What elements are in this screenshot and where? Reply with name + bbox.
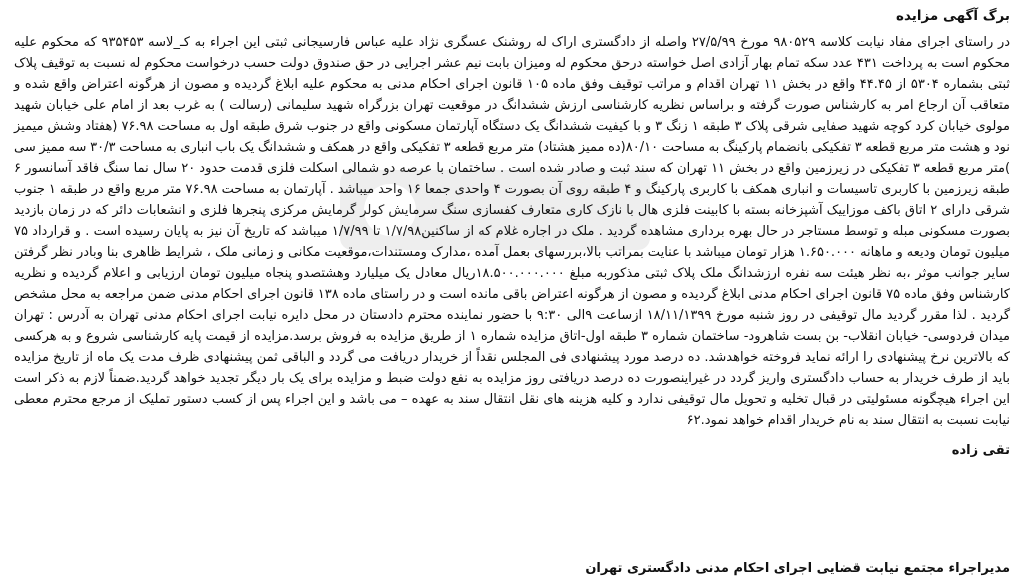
issuing-office: مدیراجراء مجتمع نیابت قضایی اجرای احکام مدنی دادگستری تهران — [585, 561, 1010, 576]
notice-body: در راستای اجرای مفاد نیابت کلاسه ۹۸۰۵۲۹ مورخ ۲۷/۵/۹۹ واصله از دادگستری اراک له روشنک عسگری نژاد علیه عباس فارسیجانی ثبتی این اجراء به کـ_لاسه ۹۳۵۴۵۳ که محکوم علیه محکوم است به پرداخت ۴۳۱ عدد سکه تمام بهار آزادی اصل خواسته درحق محکوم له ومیزان بابت نیم عشر اجرایی در حق صندوق دولت حسب درخواست محکوم له نسبت به توقیف پلاک ثبتی بشماره ۵۳۰۴ از ۴۴.۴۵ واقع در بخش ۱۱ تهران اقدام و مراتب توقیف وفق ماده ۱۰۵ قانون اجرای احکام مدنی به محکوم علیه ابلاغ گردیده و مصون از هرگونه اعتراض واقع شده و متعاقب آن ارجاع امر به کارشناس صورت گرفته و براساس نظریه کارشناسی ارزش ششدانگ در موقعیت تهران بزرگراه شهید سلیمانی (رسالت ) به غرب بعد از امام علی خیابان شهید مولوی خیابان کرد کوچه شهید صفایی شرقی پلاک ۳ طبقه ۱ زنگ ۳ و با کیفیت ششدانگ یک دستگاه آپارتمان مسکونی واقع در جنوب شرق طبقه اول به مساحت ۷۶.۹۸ (هفتاد وشش میمیز نود و هشت متر مربع قطعه ۳ تفکیکی بانضمام پارکینگ به مساحت ۸۰/۱۰(ده ممیز هشتاد) متر مربع قطعه ۳ تفکیکی واقع در همکف و ششدانگ یک باب انباری به مساحت ۳۰/۳ سه ممیز سی )متر مربع قطعه ۳ تفکیکی در زیرزمین واقع در بخش ۱۱ تهران که سند ثبت و صادر شده است . ساختمان با عرصه دو شمالی اسکلت فلزی قدمت حدود ۲۰ سال نما سنگ فاقد آسانسور ۶ طبقه زیرزمین با کاربری تاسیسات و انباری همکف با کاربری پارکینگ و ۴ طبقه روی آن بصورت ۴ واحدی جمعا ۱۶ واحد میباشد . آپارتمان به مساحت ۷۶.۹۸ متر مربع واقع در طبقه ۱ جنوب شرقی دارای ۲ اتاق باکف موزاییک آشپزخانه بسته با کابینت فلزی هال با نازک کاری متعارف کفسازی سنگ سرمایش کولر گرمایش مرکزی پنجرها فلزی و انشعابات دائر که در زمان بازدید بصورت مسکونی مبله و توسط مستاجر در حال بهره برداری مشاهده گردید . ملک در اجاره غلام که از ساکنین۱/۷/۹۸ تا ۱/۷/۹۹ میباشد که تاریخ آن نیز به پایان رسیده است . و قرارداد ۷۵ میلیون تومان ودیعه و ماهانه ۱.۶۵۰.۰۰۰ هزار تومان میباشد با عنایت بمراتب بالا،بررسهای بعمل آمده ،مدارک ومستندات،موقعیت مکانی و زمانی ملک ، شرایط ظاهری بنا وبادر نظر گرفتن سایر جوانب موثر ،به نظر هیئت سه نفره ارزشدانگ ملک پلاک ثبتی مذکوربه مبلغ ۱۸.۵۰۰.۰۰۰.۰۰۰ریال معادل یک میلیارد وهشتصدو پنجاه میلیون تومان ارزیابی و اعلام گردیده و نظریه کارشناس وفق ماده ۷۵ قانون اجرای احکام مدنی ابلاغ گردیده و مصون از هرگونه اعتراض باقی مانده است و در راستای ماده ۱۳۸ قانون اجرای احکام مدنی ضمن مراجعه به محل مشخص گردید . لذا مقرر گردید مال توقیفی در روز شنبه مورخ ۱۸/۱۱/۱۳۹۹ ازساعت ۹الی ۹:۳۰ با حضور نماینده محترم دادستان در محل دایره نیابت اجرای احکام مدنی تهران به آدرس : تهران میدان فردوسی- خیابان انقلاب- بن بست شاهرود- ساختمان شماره ۳ طبقه اول-اتاق مزایده شماره ۱ از طریق مزایده به فروش برسد.مزایده از قیمت پایه کارشناسی شروع و به هرکسی که بالاترین نرخ پیشنهادی را ارائه نماید فروخته خواهدشد. ده درصد مورد پیشنهادی فی المجلس نقداً از خریدار دریافت می گردد و الباقی ثمن پیشنهادی ظرف مدت یک ماه از تاریخ مزایده باید از طرف خریدار به حساب دادگستری واریز گردد در غیراینصورت ده درصد دریافتی روز مزایده به نفع دولت ضبط و مزایده برای یک بار دیگر تجدید خواهد گردید.ضمناً لازم به ذکر است این اجراء هیچگونه مسئولیتی در قبال تخلیه و تحویل مال توقیفی ندارد و کلیه هزینه های نقل انتقال سند به عهده – می باشد و این اجراء پس از کسب دستور تملیک از مرجع محترم معطی نیابت نسبت به انتقال سند به نام خریدار اقدام خواهد نمود.۶۲ — [14, 35, 1011, 428]
notice-title: برگ آگهی مزایده — [896, 8, 1010, 24]
signature-name: تقی زاده — [951, 443, 1010, 458]
